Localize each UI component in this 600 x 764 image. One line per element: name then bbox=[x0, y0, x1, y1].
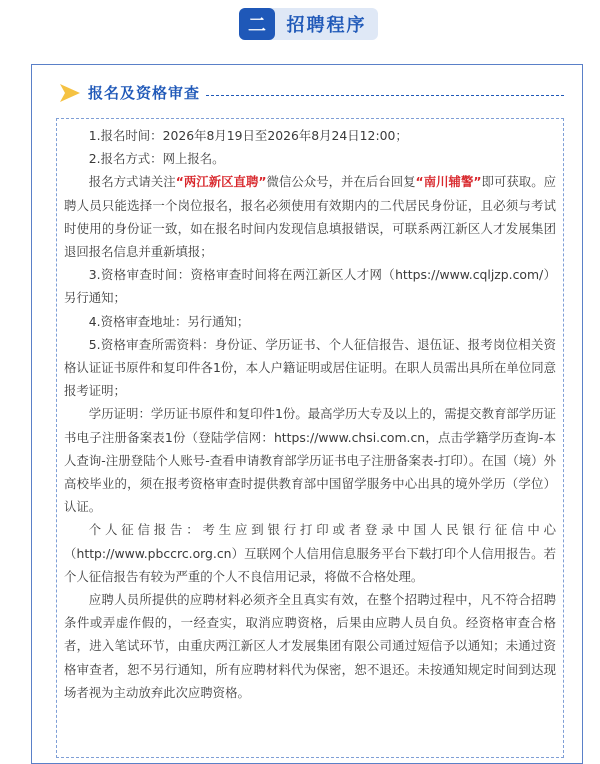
heading-divider bbox=[206, 95, 564, 96]
chevron-right-icon bbox=[60, 84, 80, 102]
paragraph-registration-method: 2.报名方式：网上报名。 bbox=[88, 151, 225, 167]
subsection-heading bbox=[60, 82, 200, 103]
paragraph-material-notice: 应聘人员所提供的应聘材料必须齐全且真实有效，在整个招聘过程中，凡不符合招聘条件或弄虚作假的，一经查实，取消应聘资格，后果由应聘人员自负。经资格审查合格者，进入笔试环节，由重庆两江新区人才发展集团有限公司通过短信予以通知；未通过资格审查者，恕不另行通知，所有应聘材料代为保密，恕不退还。未按通知规定时间到达现场者视为主动放弃此次应聘资格。 bbox=[64, 592, 556, 700]
text-segment: 微信公众号，并在后台回复 bbox=[266, 174, 416, 190]
wechat-account-highlight: “两江新区直聘” bbox=[175, 174, 267, 190]
reply-keyword-highlight: “南川辅警” bbox=[415, 174, 482, 190]
text-segment: 报名方式请关注 bbox=[88, 174, 176, 190]
paragraph-review-time: 3.资格审查时间：资格审查时间将在两江新区人才网（https://www.cqljzp.com/）另行通知； bbox=[64, 267, 556, 306]
section-number: 二 bbox=[239, 8, 275, 40]
paragraph-education-proof: 学历证明：学历证书原件和复印件1份。最高学历大专及以上的，需提交教育部学历证书电子注册备案表1份（登陆学信网：https://www.chsi.com.cn，点击学籍学历查询-本人查询-注册登陆个人账号-查看申请教育部学历证书电子注册备案表-打印）。在国（境）外高校毕业的，须在报考资格审查时提供教育部中国留学服务中心出具的境外学历（学位）认证。 bbox=[64, 406, 556, 515]
paragraph-registration-time: 1.报名时间：2026年8月19日至2026年8月24日12:00； bbox=[88, 128, 408, 143]
section-title: 招聘程序 bbox=[286, 15, 367, 36]
paragraph-review-address: 4.资格审查地址：另行通知； bbox=[88, 313, 250, 329]
text-segment: 即可获取。应聘人员只能选择一个岗位报名，报名必须使用有效期内的二代居民身份证，且必须与考试时使用的身份证一致，如在报名时间内发现信息填报错误，可联系两江新区人才发展集团退回报名信息并重新填报； bbox=[64, 174, 557, 260]
paragraph-credit-report: 个人征信报告：考生应到银行打印或者登录中国人民银行征信中心（http://www.pbccrc.org.cn）互联网个人信用信息服务平台下载打印个人信用报告。若个人征信报告有较为严重的个人不良信用记录，将做不合格处理。 bbox=[64, 522, 556, 584]
subsection-title: 报名及资格审查 bbox=[88, 84, 201, 102]
section-header bbox=[239, 8, 378, 40]
paragraph-required-documents: 5.资格审查所需资料：身份证、学历证书、个人征信报告、退伍证、报考岗位相关资格认证证书原件和复印件各1份，本人户籍证明或居住证明。在职人员需出具所在单位同意报考证明； bbox=[64, 336, 556, 399]
paragraph-registration-details bbox=[64, 170, 556, 263]
article-body bbox=[64, 124, 556, 704]
